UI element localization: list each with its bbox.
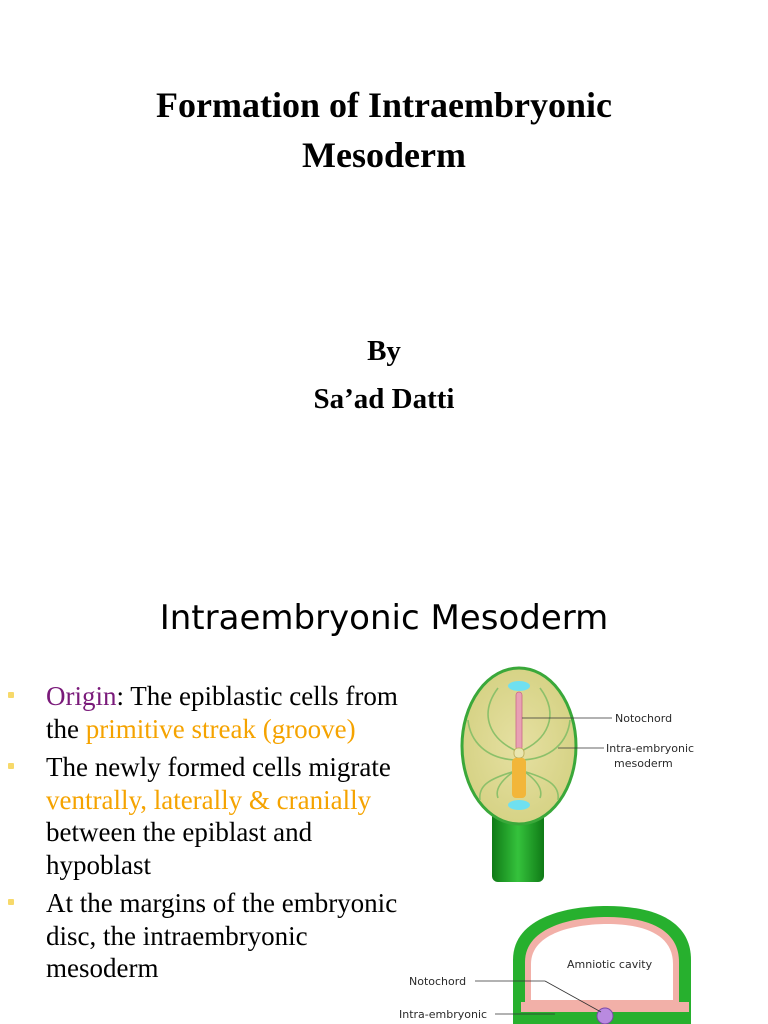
primitive-node xyxy=(514,748,524,758)
mesoderm-label-line-2: mesoderm xyxy=(614,757,673,770)
slide-title-line-1: Formation of Intraembryonic xyxy=(156,85,612,125)
bullet-text: The newly formed cells migrate xyxy=(46,752,391,782)
mesoderm-right xyxy=(617,1012,675,1024)
notochord-label: Notochord xyxy=(409,975,467,988)
embryonic-disc-diagram xyxy=(440,660,730,890)
bullet-marker-icon xyxy=(8,899,14,905)
highlight-text: primitive streak (groove) xyxy=(85,713,356,744)
bullet-marker-icon xyxy=(8,692,14,698)
bullet-origin xyxy=(6,680,416,745)
notochord xyxy=(516,692,522,750)
slide-title-line-2: Mesoderm xyxy=(302,135,466,175)
bullet-text: At the margins of the embryonic disc, the intraembryonic mesoderm xyxy=(46,888,398,983)
highlight-text: ventrally, laterally & cranially xyxy=(46,784,372,815)
mesoderm-label-line-1: Intra-embryonic xyxy=(606,742,695,755)
author-name: Sa’ad Datti xyxy=(313,383,455,415)
cross-section-diagram xyxy=(395,902,725,1024)
mesoderm-label: Intra-embryonic xyxy=(399,1008,488,1021)
amniotic-cavity-label: Amniotic cavity xyxy=(567,958,653,971)
notochord-section xyxy=(597,1008,613,1024)
bullet-margins xyxy=(6,887,416,985)
prechordal-plate xyxy=(508,681,530,691)
bullet-marker-icon xyxy=(8,763,14,769)
bullet-list xyxy=(6,680,416,991)
cloacal-membrane xyxy=(508,800,530,810)
slide-title xyxy=(40,80,728,180)
bullet-migration xyxy=(6,751,416,881)
section-title: Intraembryonic Mesoderm xyxy=(159,598,609,638)
by-label: By xyxy=(367,335,401,367)
primitive-streak xyxy=(512,758,526,798)
bullet-text: : The epiblastic cells from the xyxy=(46,681,398,744)
notochord-label: Notochord xyxy=(615,712,673,725)
origin-label: Origin xyxy=(46,681,117,711)
bullet-text-end: between the epiblast and hypoblast xyxy=(46,817,313,880)
